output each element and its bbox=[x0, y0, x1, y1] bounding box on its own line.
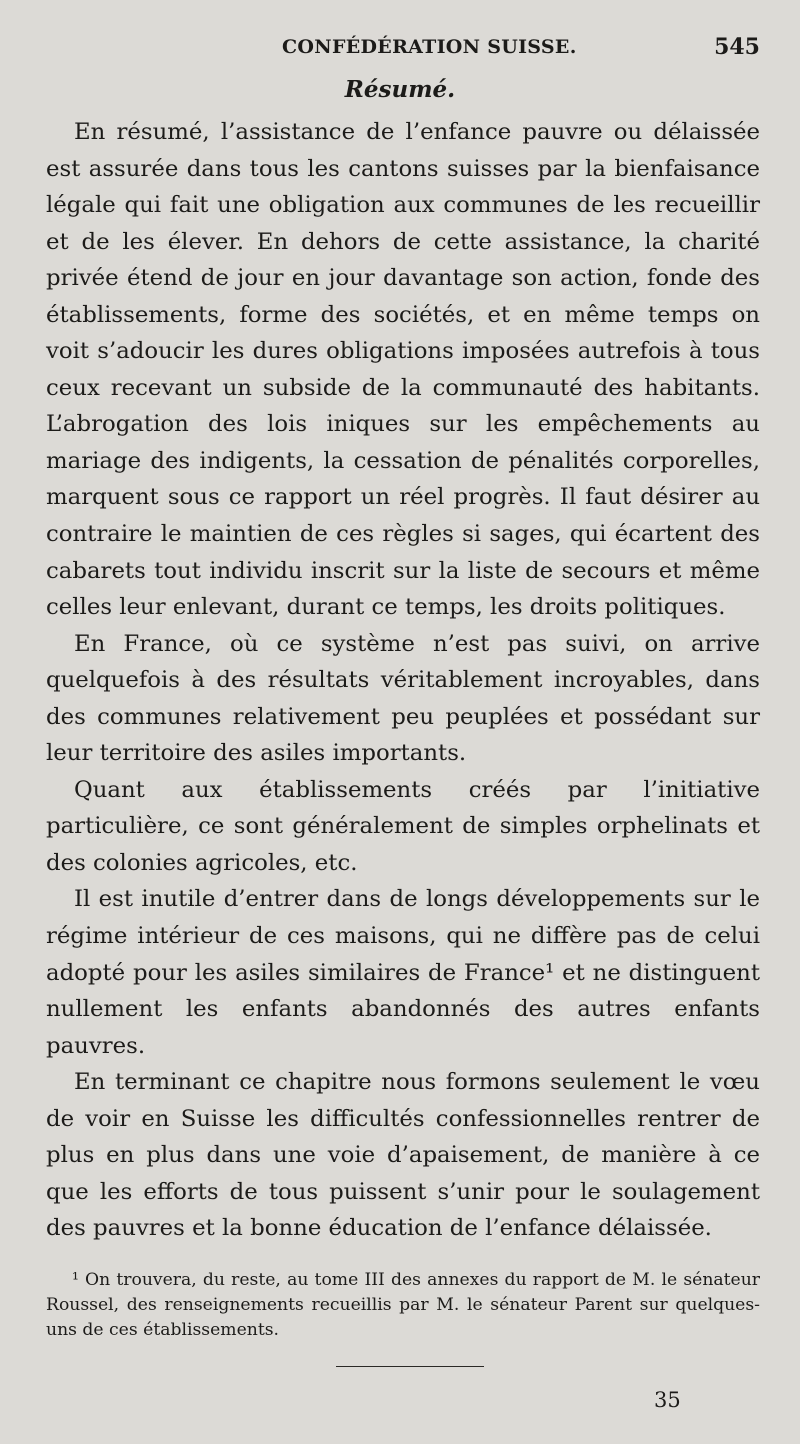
page-header bbox=[0, 36, 800, 66]
paragraph: Il est inutile d’entrer dans de longs développements sur le régime intérieur de ces maisons, qui ne diffère pas de celui adopté pour les asiles similaires de France¹ et ne distinguent nullement les enfants abandonnés des autres enfants pauvres. bbox=[46, 886, 760, 1059]
footnote-text: ¹ On trouvera, du reste, au tome III des annexes du rapport de M. le sénateur Roussel, des renseignements recueillis par M. le sénateur Parent sur quelques-uns de ces établissements. bbox=[46, 1270, 760, 1340]
paragraph: En France, où ce système n’est pas suivi, on arrive quelquefois à des résultats véritablement incroyables, dans des communes relativement peu peuplées et possédant sur leur territoire des asiles importants. bbox=[46, 630, 760, 767]
section-title: Résumé. bbox=[344, 76, 456, 103]
paragraph: En terminant ce chapitre nous formons seulement le vœu de voir en Suisse les difficultés confessionnelles rentrer de plus en plus dans une voie d’apaisement, de manière à ce que les efforts de tous puissent s’unir pour le soulagement des pauvres et la bonne éducation de l’enfance délaissée. bbox=[46, 1069, 760, 1242]
paragraph: En résumé, l’assistance de l’enfance pauvre ou délaissée est assurée dans tous les cantons suisses par la bienfaisance légale qui fait une obligation aux communes de les recueillir et de les élever. En dehors de cette assistance, la charité privée étend de jour en jour davantage son action, fonde des établissements, forme des sociétés, et en même temps on voit s’adoucir les dures obligations imposées autrefois à tous ceux recevant un subside de la communauté des habitants. L’abrogation des lois iniques sur les empêchements au mariage des indigents, la cessation de pénalités corporelles, marquent sous ce rapport un réel progrès. Il faut désirer au contraire le maintien de ces règles si sages, qui écartent des cabarets tout individu inscrit sur la liste de secours et même celles leur enlevant, durant ce temps, les droits politiques. bbox=[46, 119, 760, 621]
body-text bbox=[46, 114, 760, 1247]
page-number: 545 bbox=[714, 34, 760, 60]
paragraph: Quant aux établissements créés par l’initiative particulière, ce sont généralement de simples orphelinats et des colonies agricoles, etc. bbox=[46, 776, 760, 876]
footnote-divider bbox=[336, 1366, 484, 1367]
footnote bbox=[46, 1268, 760, 1343]
printer-signature: 35 bbox=[654, 1388, 681, 1412]
running-title: CONFÉDÉRATION SUISSE. bbox=[282, 36, 577, 58]
